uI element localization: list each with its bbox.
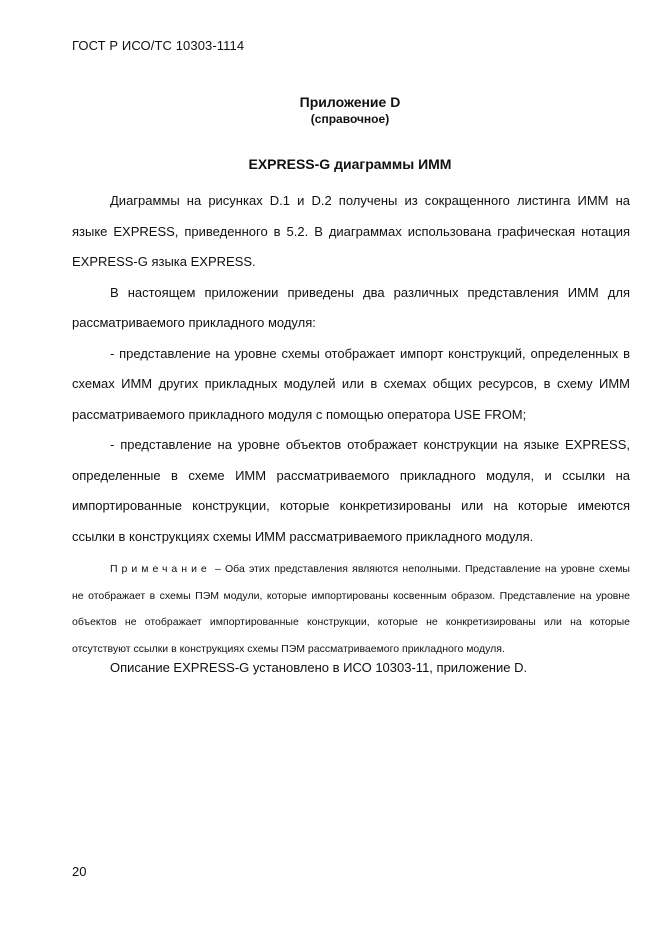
- list-item-schema-level: - представление на уровне схемы отображает импорт конструкций, определенных в схемах ИММ других прикладных модулей или в схемах общих ресурсов, в схему ИММ рассматриваемого прикладного модуля с помощью оператора USE FROM;: [72, 345, 630, 422]
- body-text: [72, 186, 630, 552]
- note-dash: –: [210, 563, 226, 575]
- page-number: 20: [72, 864, 87, 879]
- closing-paragraph: Описание EXPRESS-G установлено в ИСО 10303-11, приложение D.: [110, 660, 528, 675]
- note-label: Примечание: [110, 563, 211, 575]
- list-item-entity-level: - представление на уровне объектов отображает конструкции на языке EXPRESS, определенные в схеме ИММ рассматриваемого прикладного модуля, и ссылки на импортированные конструкции, которые конкретизированы или на которые имеются ссылки в конструкциях схемы ИММ рассматриваемого прикладного модуля.: [72, 437, 630, 544]
- document-header: ГОСТ Р ИСО/ТС 10303-1114: [72, 38, 245, 53]
- paragraph-representations: В настоящем приложении приведены два различных представления ИММ для рассматриваемого прикладного модуля:: [72, 284, 630, 330]
- section-title: EXPRESS-G диаграммы ИММ: [248, 156, 452, 172]
- appendix-title: Приложение D: [299, 94, 401, 110]
- note-text: Оба этих представления являются неполными. Представление на уровне схемы не отображает в схемы ПЭМ модули, которые импортированы косвенным образом. Представление на уровне объектов не отображает импортированные конструкции, которые не конкретизированы или на которые отсутствуют ссылки в конструкциях схемы ПЭМ рассматриваемого прикладного модуля.: [72, 563, 630, 655]
- paragraph-diagrams: Диаграммы на рисунках D.1 и D.2 получены из сокращенного листинга ИММ на языке EXPRESS, приведенного в 5.2. В диаграммах использована графическая нотация EXPRESS-G языка EXPRESS.: [72, 193, 630, 269]
- note: [72, 556, 630, 662]
- appendix-subtitle: (справочное): [310, 112, 390, 126]
